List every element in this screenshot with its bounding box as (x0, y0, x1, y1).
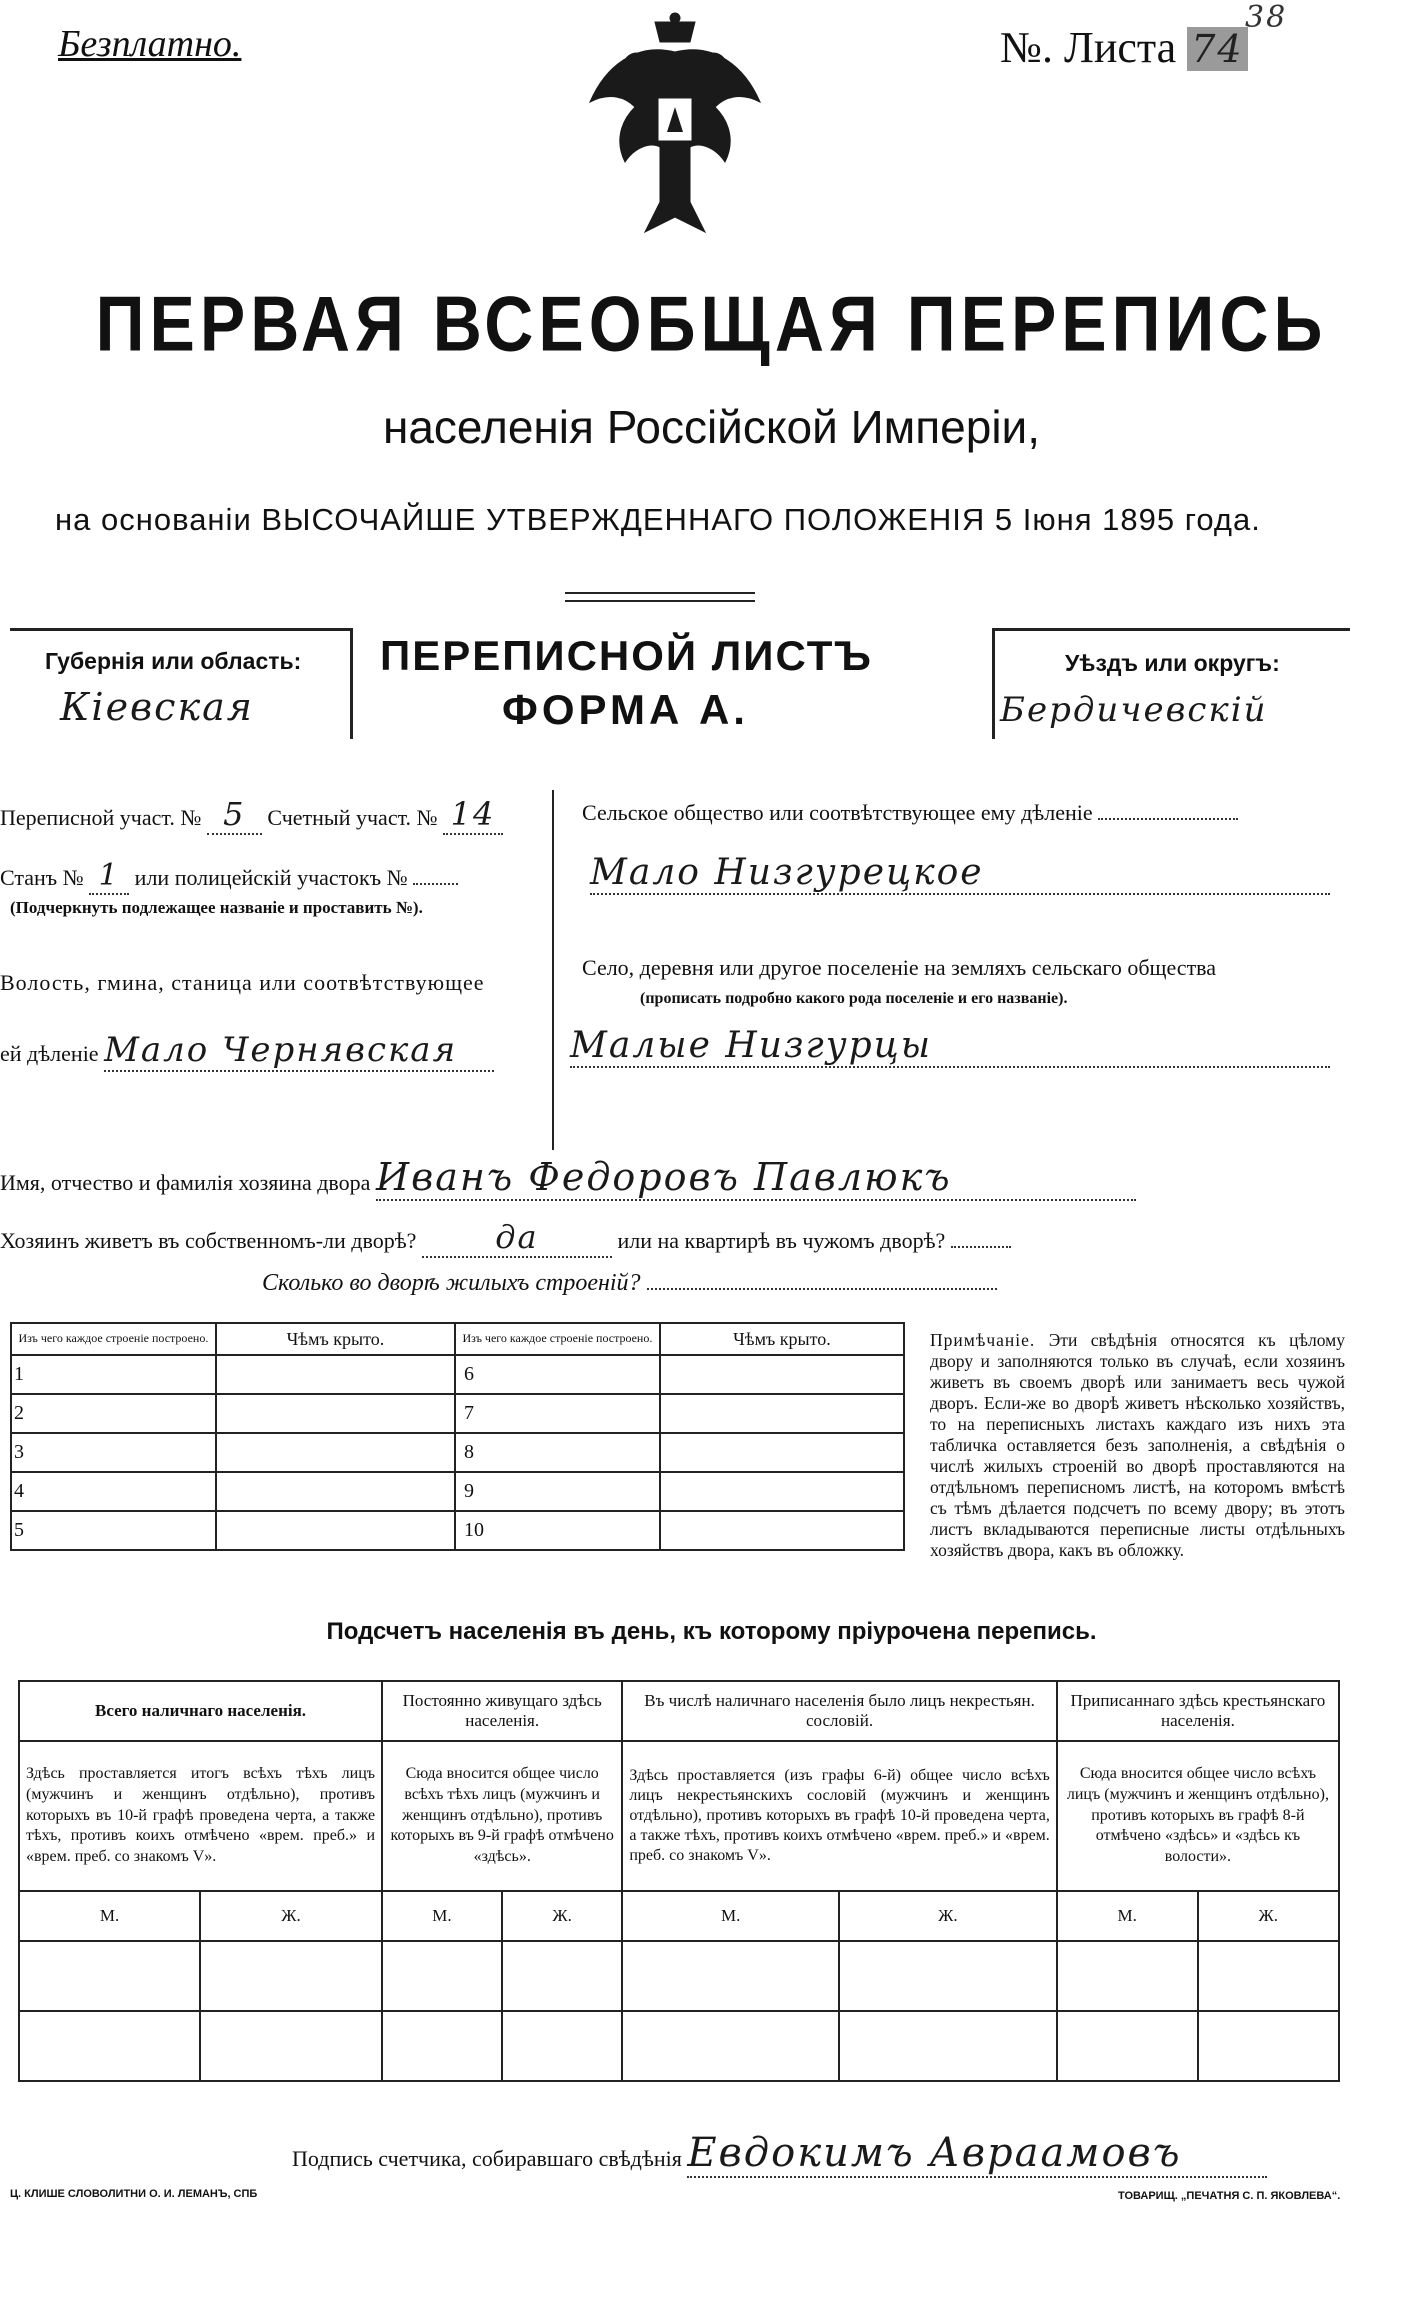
row-number: 10 (455, 1511, 660, 1550)
col-m: М. (622, 1891, 839, 1941)
col-m: М. (19, 1891, 200, 1941)
population-title: Подсчетъ населенія въ день, къ которому пріурочена перепись. (326, 1618, 1097, 1645)
vertical-divider (552, 790, 554, 1150)
col-head-registered-peasant: Приписаннаго здѣсь крестьянскаго населенія. (1057, 1681, 1339, 1741)
note-title: Примѣчаніе. (930, 1330, 1036, 1350)
col-material-left: Изъ чего каждое строеніе построено. (11, 1323, 216, 1355)
col-desc-non-peasant: Здѣсь проставляется (изъ графы 6-й) общее число всѣхъ лицъ некрестьянскихъ сословій (мужчинъ и женщинъ отдѣльно), противъ которыхъ въ графѣ 10-й проведена черта, а также тѣхъ, противъ коихъ отмѣчено «врем. преб.» и «врем. преб. со знакомъ V». (622, 1741, 1056, 1891)
col-m: М. (382, 1891, 502, 1941)
province-value: Кіевская (60, 685, 254, 729)
census-area-row (0, 795, 503, 835)
rent-label: или на квартирѣ въ чужомъ дворѣ? (617, 1228, 946, 1253)
owner-value: Иванъ Федоровъ Павлюкъ (376, 1155, 1136, 1201)
stan-value: 1 (89, 858, 129, 895)
village-value: Малые Низгурцы (570, 1025, 1330, 1068)
society-row (582, 800, 1238, 826)
sheet-number (1000, 22, 1248, 73)
signature-row (292, 2130, 1267, 2178)
col-roof-right: Чѣмъ крыто. (660, 1323, 904, 1355)
double-headed-eagle-emblem (575, 12, 775, 237)
society-label: Сельское общество или соотвѣтствующее ему дѣленіе (582, 800, 1093, 825)
own-yard-label: Хозяинъ живетъ въ собственномъ-ли дворѣ? (0, 1228, 417, 1253)
buildings-row (262, 1270, 997, 1297)
table-row (19, 2011, 1339, 2081)
col-m: М. (1057, 1891, 1198, 1941)
census-area-label: Переписной участ. № (0, 805, 202, 830)
row-number: 9 (455, 1472, 660, 1511)
signature-label: Подпись счетчика, собиравшаго свѣдѣнія (292, 2146, 682, 2171)
village-note: (прописать подробно какого рода поселеніе и его названіе). (640, 990, 1068, 1007)
table-row (11, 1511, 904, 1550)
volost-label-1: Волость, гмина, станица или соотвѣтствующее (0, 970, 485, 995)
col-head-total: Всего наличнаго населенія. (19, 1681, 382, 1741)
row-number: 7 (455, 1394, 660, 1433)
police-area-label: или полицейскій участокъ № (134, 865, 408, 890)
volost-row (0, 1030, 494, 1072)
buildings-table (10, 1322, 905, 1551)
sheet-number-label: №. Листа (1000, 23, 1177, 72)
col-zh: Ж. (839, 1891, 1057, 1941)
printer-left: Ц. КЛИШЕ СЛОВОЛИТНИ О. И. ЛЕМАНЪ, СПБ (10, 2188, 258, 2200)
census-area-value: 5 (207, 795, 262, 835)
basis-line: на основаніи ВЫСОЧАЙШЕ УТВЕРЖДЕННАГО ПОЛОЖЕНІЯ 5 Іюня 1895 года. (55, 502, 1261, 537)
col-zh: Ж. (1198, 1891, 1340, 1941)
table-row (11, 1433, 904, 1472)
free-label: Безплатно. (58, 23, 242, 65)
owner-label: Имя, отчество и фамилія хозяина двора (0, 1170, 371, 1195)
population-table (18, 1680, 1340, 2082)
sub-title: населенія Россійской Имперіи, (382, 401, 1041, 453)
ornament-divider (565, 592, 755, 602)
volost-label-2: ей дѣленіе (0, 1041, 99, 1066)
col-zh: Ж. (200, 1891, 382, 1941)
signature-value: Евдокимъ Авраамовъ (687, 2130, 1267, 2178)
district-value: Бердичевскій (1000, 690, 1268, 730)
row-number: 2 (11, 1394, 216, 1433)
buildings-label: Сколько во дворѣ жилыхъ строеній? (262, 1270, 641, 1296)
col-desc-total: Здѣсь проставляется итогъ всѣхъ тѣхъ лицъ (мужчинъ и женщинъ отдѣльно), противъ которыхъ въ 10-й графѣ проведена черта, а также тѣхъ, противъ коихъ отмѣчено «врем. преб.» и «врем. преб. со знакомъ V». (19, 1741, 382, 1891)
printer-right: ТОВАРИЩ. „ПЕЧАТНЯ С. П. ЯКОВЛЕВА“. (1118, 2190, 1341, 2202)
stan-note: (Подчеркнуть подлежащее названіе и проставить №). (10, 898, 423, 917)
table-row (19, 1941, 1339, 2011)
own-yard-row (0, 1218, 1011, 1258)
stan-label: Станъ № (0, 865, 84, 890)
village-label: Село, деревня или другое поселеніе на земляхъ сельскаго общества (582, 955, 1217, 980)
form-title: ПЕРЕПИСНОЙ ЛИСТЪ (380, 632, 873, 679)
table-row (11, 1472, 904, 1511)
own-yard-value: да (422, 1218, 612, 1258)
province-label: Губернія или область: (45, 648, 302, 674)
district-label: Уѣздъ или округъ: (1065, 650, 1280, 676)
note-text: Эти свѣдѣнія относятся къ цѣлому двору и заполняются только въ случаѣ, если хозяинъ живетъ въ своемъ дворѣ или занимаетъ весь чужой дворъ. Если-же во дворѣ живетъ нѣсколько хозяйствъ, то на переписныхъ листахъ каждаго изъ нихъ эта табличка оставляется безъ заполненія, а свѣдѣнія о числѣ жилыхъ строеній во дворѣ проставляются на отдѣльномъ переписномъ листѣ, на которомъ вмѣстѣ съ тѣмъ дѣлается подсчетъ по всему двору; въ этотъ листъ вкладываются переписные листы отдѣльныхъ хозяйствъ двора, какъ въ обложку. (930, 1330, 1345, 1560)
count-area-value: 14 (443, 795, 503, 835)
table-row (11, 1394, 904, 1433)
sheet-number-value: 74 (1187, 27, 1247, 71)
main-title: ПЕРВАЯ ВСЕОБЩАЯ ПЕРЕПИСЬ (95, 280, 1328, 368)
col-head-permanent: Постоянно живущаго здѣсь населенія. (382, 1681, 622, 1741)
stan-row (0, 858, 458, 895)
col-desc-permanent: Сюда вносится общее число всѣхъ тѣхъ лицъ (мужчинъ и женщинъ отдѣльно), противъ которыхъ въ 9-й графѣ отмѣчено «здѣсь». (382, 1741, 622, 1891)
owner-row (0, 1155, 1136, 1201)
col-head-non-peasant: Въ числѣ наличнаго населенія было лицъ некрестьян. сословій. (622, 1681, 1056, 1741)
form-subtitle: ФОРМА А. (502, 686, 749, 733)
corner-mark: 38 (1245, 0, 1288, 35)
society-value: Мало Низгурецкое (590, 852, 1330, 895)
row-number: 3 (11, 1433, 216, 1472)
col-zh: Ж. (502, 1891, 622, 1941)
col-desc-registered-peasant: Сюда вносится общее число всѣхъ лицъ (мужчинъ и женщинъ отдѣльно), противъ которыхъ въ графѣ 8-й отмѣчено «здѣсь» и «здѣсь къ волости». (1057, 1741, 1339, 1891)
volost-value: Мало Чернявская (104, 1030, 494, 1072)
row-number: 1 (11, 1355, 216, 1394)
table-row (11, 1355, 904, 1394)
row-number: 6 (455, 1355, 660, 1394)
row-number: 4 (11, 1472, 216, 1511)
col-material-right: Изъ чего каждое строеніе построено. (455, 1323, 660, 1355)
col-roof-left: Чѣмъ крыто. (216, 1323, 455, 1355)
row-number: 8 (455, 1433, 660, 1472)
note-block (930, 1330, 1345, 1561)
count-area-label: Счетный участ. № (267, 805, 438, 830)
row-number: 5 (11, 1511, 216, 1550)
